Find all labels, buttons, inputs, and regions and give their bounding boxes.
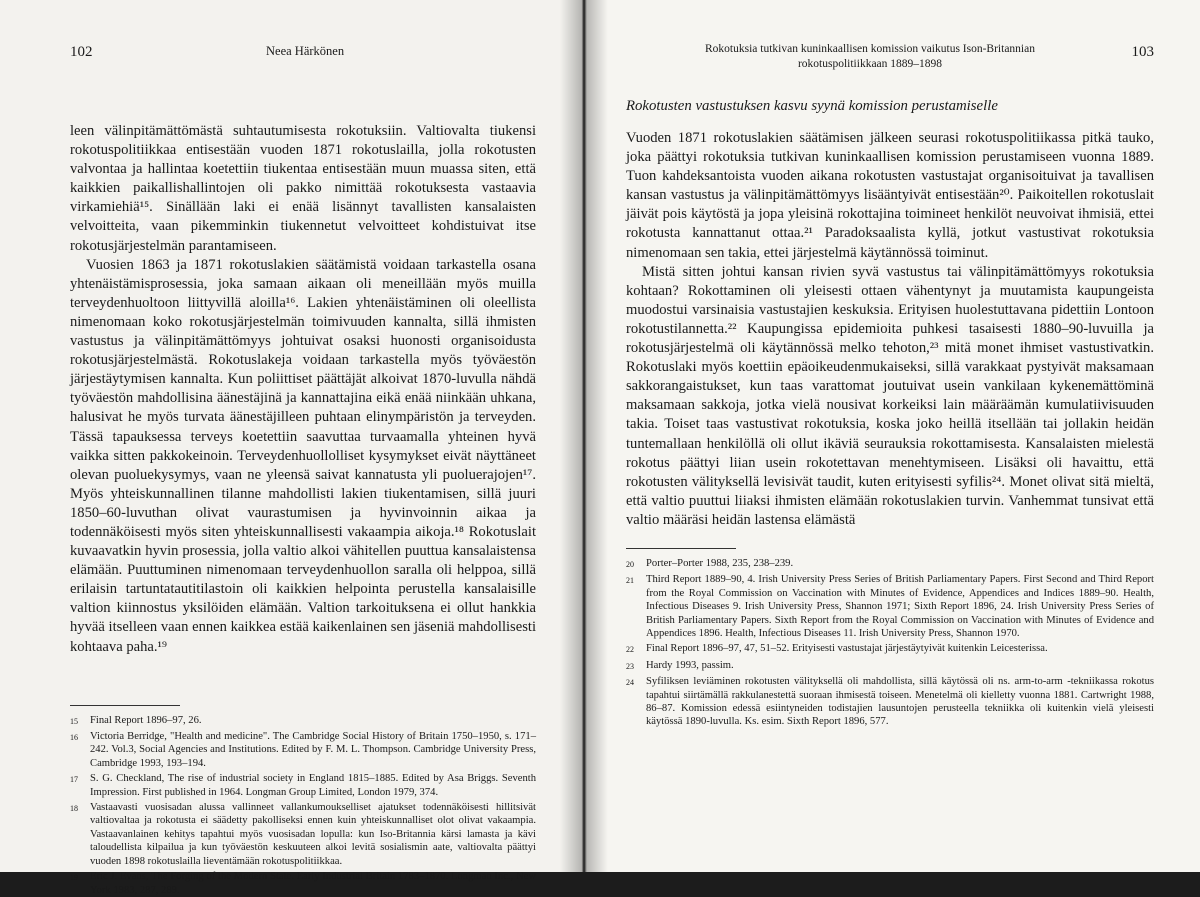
footnote-text: Vastaavasti vuosisadan alussa vallinneet vallankumoukselliset ajatukset todennäköisesti hillitsivät valtiovaltaa ja rokotusta ei säädetty pakolliseksi ennen kuin yhteiskunnalliset olot olivat vakaampia. Vastaavanlainen kehitys tapahtui myös vuosisadan lopulla: kun Iso-Britannia kärsi lamasta ja kävi taloudellista kilpailua ja kun työväestön keskuuteen alkoi levitä sosialismin aate, valtiovalta päättyi vuoden 1898 rokotuslailla lieventämään rokotuspolitiikkaa. <box>90 802 536 867</box>
right-page <box>584 0 1200 872</box>
page-number-left: 102 <box>70 44 93 60</box>
footnote <box>626 659 1154 673</box>
footnote-rule <box>70 705 180 706</box>
author-name: Neea Härkönen <box>266 44 345 58</box>
footnote-text: Victoria Berridge, "Health and medicine". The Cambridge Social History of Britain 1750–1950, s. 171–242. Vol.3, Social Agencies and Institutions. Edited by F. M. L. Thompson. Cambridge University Press, Cambridge 1993, 193–194. <box>90 731 536 769</box>
footnote-number: 22 <box>626 645 634 655</box>
page-number-right: 103 <box>1131 44 1154 60</box>
footnote-number: 18 <box>70 804 78 814</box>
footnote-text: Final Report 1896–97, 47, 51–52. Erityisesti vastustajat järjestäytyivät kuitenkin Leicesterissa. <box>646 643 1048 655</box>
paragraph: Mistä sitten johtui kansan rivien syvä vastustus tai välinpitämättömyys rokotuksia kohtaan? Rokottaminen oli yleisesti ottaen vähentynyt ja muutamista kaupungeista muodostui varsinaisia vastustajien keskuksia. Erityisen huolestuttavana pidettiin Lontoon rokotustilannetta.²² Kaupungissa epidemioita puhkesi tasaisesti 1880–90-luvuilla ja rokotusjärjestelmä oli käytännössä melko tehoton,²³ mitä monet ihmiset vastustivatkin. Rokotuslaki myös koettiin epäoikeudenmukaiseksi, sillä varakkaat pystyivät maksamaan sakkorangaistukset, kun taas varattomat joutuivat usein vankilaan kykenemättöminä maksamaan sakkoja, jotka vielä nousivat korkeiksi lain määräämän kumulatiivisuuden takia. Toiset taas vastustivat rokotuksia, koska joko heillä itsellään tai jollakin heidän tuntemallaan henkilöllä oli ollut ikäviä seurauksia rokottamisesta. Kansalaisten mielestä rokotus päättyi liian usein rokotettavan menehtymiseen. Lisäksi oli havaittu, että rokotusten välityksellä levisivät taudit, kuten erityisesti syfilis²⁴. Monet olivat sitä mieltä, että valtio puuttui liiaksi ihmisten elämään rokotuslakien turvin. Vanhemmat tunsivat että valtio määräsi heidän lastensa elämästä <box>626 263 1154 528</box>
right-body-text <box>626 129 1154 530</box>
footnote <box>626 675 1154 729</box>
footnote-rule <box>626 548 736 549</box>
right-footnotes <box>626 548 1154 729</box>
footnote-number: 20 <box>626 559 634 569</box>
footnote <box>70 870 536 897</box>
left-body-text <box>70 122 536 657</box>
footnote-text: Final Report 1896–97, 26. <box>90 714 202 726</box>
footnote-text: Porter–Porter 1988, 235, 238–239. <box>646 557 794 569</box>
footnote-number: 16 <box>70 733 78 743</box>
left-footnotes <box>70 705 536 897</box>
footnote-text: Eric J. Evans, The Forging of the Modern State. Early Industrial Britain 1783–1870. Longman Inc., New York 1983, 287, 289. <box>90 871 536 896</box>
paragraph: Vuoden 1871 rokotuslakien säätämisen jälkeen seurasi rokotuspolitiikassa pitkä tauko, joka päättyi rokotuksia tutkivan kuninkaallisen komission perustamiseen vuonna 1889. Tuon kahdeksantoista vuoden aikana rokotusten vastustajat organisoituivat ja tavallisen kansan vastustus ja välinpitämättömyys lisääntyivät entisestään²⁰. Paikoitellen rokotuslait jäivät pois käytöstä ja jopa yleisinä rokottajina toimineet henkilöt neuvoivat ihmisiä, ettei rokotusta kannattanut ottaa.²¹ Paradoksaalista kyllä, jotkut vastustivat rokotuksia nimenomaan sen takia, ettei järjestelmä käytännössä toiminut. <box>626 130 1154 261</box>
footnote <box>626 573 1154 640</box>
paragraph: leen välinpitämättömästä suhtautumisesta rokotuksiin. Valtiovalta tiukensi rokotuspolitiikkaa entisestään vuoden 1871 rokotuslailla, jolla rokotusten valvontaa ja hallintaa koetettiin tiukentaa entisestään muun muassa siten, että kaikkien paikallishallintojen oli pakko nimittää rokotuksesta vastaavia virkamiehiä¹⁵. Sinällään laki ei enää lisännyt tavallisten kansalaisten velvoitteita, vaan pikemminkin tiukennetut velvoitteet kohdistuivat itse rokotusjärjestelmän parantamiseen. <box>70 123 536 254</box>
footnote-number: 23 <box>626 661 634 671</box>
footnote-text: S. G. Checkland, The rise of industrial society in England 1815–1885. Edited by Asa Briggs. Seventh Impression. First published in 1964. Longman Group Limited, London 1979, 374. <box>90 773 536 798</box>
footnote <box>70 714 536 728</box>
running-title-line: Rokotuksia tutkivan kuninkaallisen komission vaikutus Ison-Britannian <box>705 43 1035 55</box>
footnote <box>70 801 536 868</box>
footnote-text: Syfiliksen leviäminen rokotusten välityksellä oli mahdollista, sillä käytössä oli ns. arm-to-arm -tekniikassa rokotus tapahtui siirtämällä rakkulanestettä suoraan ihmisestä toiseen. Menetelmä oli kielletty vuonna 1881. Cartwright 1988, 86–87. Komission edessä esiintyneiden todistajien lausuntojen perusteella tekniikka oli kuitenkin vielä yleisesti käytössä 1890-luvulla. Ks. esim. Sixth Report 1896, 577. <box>646 676 1154 728</box>
section-heading: Rokotusten vastustuksen kasvu syynä komission perustamiselle <box>626 98 998 114</box>
right-running-header <box>626 42 1154 98</box>
footnote <box>70 730 536 770</box>
left-page <box>0 0 584 896</box>
footnote-number: 24 <box>626 678 634 688</box>
paragraph: Vuosien 1863 ja 1871 rokotuslakien säätämistä voidaan tarkastella osana yhtenäistämisprosessia, joka samaan aikaan oli meneillään myös muilla terveydenhuoltoon liittyvillä aloilla¹⁶. Lakien yhtenäistäminen oli oleellista nimenomaan koko rokotusjärjestelmän toimivuuden kannalta, sillä ihmisten vastustus ja välinpitämättömyys johtuivat osaksi huonosti organisoidusta rokotusjärjestelmästä. Rokotuslakeja voidaan tarkastella myös työväestön järjestäytymisen kannalta. Kun poliittiset päättäjät alkoivat 1870-luvulla nähdä työväestön mahdollisina äänestäjinä ja kannattajina eikä enää niinkään uhkana, halusivat he myös turvata äänestäjilleen puhtaan elinympäristön ja terveyden. Tässä tapauksessa terveys koetettiin saavuttaa turvaamalla yhteinen hyvä vaikka sitten pakkokeinoin. Terveydenhuollolliset kysymykset eivät näyttäneet olevan puoluekysymys, vaan ne yleensä saivat kannatusta yli puoluerajojen¹⁷. Myös yhteiskunnallinen tilanne mahdollisti lakien tiukentamisen, sillä juuri 1850–60-luvuthan olivat vaurastumisen ja hyvinvoinnin aikaa ja todennäköisesti myös siten yhteiskunnallisesti vakaampia aikoja.¹⁸ Rokotuslait kuvaavatkin hyvin prosessia, jolla valtio alkoi vähitellen puuttua kansalaistensa elämään. Puuttuminen nimenomaan terveydenhuollon saralla oli helppoa, sillä erilaisin tartuntatautitilastoin oli kaikkien helpointa perustella kansalaisille valtion kiinnostus yksilöiden elämään. Valtion tarkoituksena ei ollut hankkia hyvää itselleen vaan ennen kaikkea estää kaikenlainen sen jäseniä mahdollisesti kohtaava paha.¹⁹ <box>70 256 536 655</box>
running-title <box>670 42 1070 72</box>
footnote-number: 19 <box>70 873 78 883</box>
footnote-text: Third Report 1889–90, 4. Irish University Press Series of British Parliamentary Papers. First Second and Third Report from the Royal Commission on Vaccination with Minutes of Evidence, Appendices and Indices 1889–90. Health, Infectious Diseases 9. Irish University Press, Shannon 1971; Sixth Report 1896, 24. Irish University Press Series of British Parliamentary Papers. Sixth Report from the Royal Commission on Vaccination with Minutes of Evidence and Appendices 1896. Health, Infectious Diseases 11. Irish University Press, Shannon 1970. <box>646 574 1154 639</box>
footnote <box>70 772 536 799</box>
footnote-text: Hardy 1993, passim. <box>646 659 734 671</box>
left-running-header <box>70 42 536 82</box>
running-title-line: rokotuspolitiikkaan 1889–1898 <box>797 58 943 70</box>
footnote <box>626 557 1154 571</box>
footnote <box>626 642 1154 656</box>
footnote-number: 17 <box>70 775 78 785</box>
footnote-number: 21 <box>626 576 634 586</box>
footnote-number: 15 <box>70 716 78 726</box>
